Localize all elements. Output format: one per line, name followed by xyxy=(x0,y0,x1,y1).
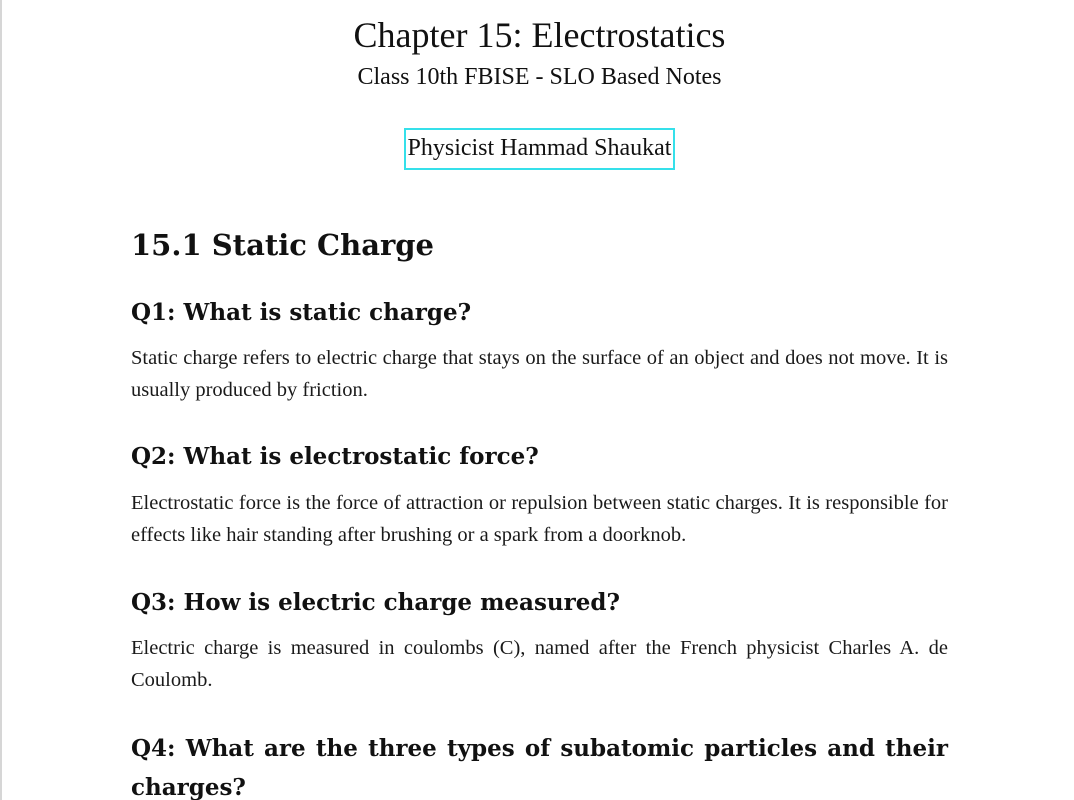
document-title: Chapter 15: Electrostatics xyxy=(353,15,726,55)
author-box: Physicist Hammad Shaukat xyxy=(404,128,676,170)
page-edge-divider xyxy=(0,0,2,800)
question-answer: Electric charge is measured in coulombs (C), named after the French physicist Charles A. de Coulomb. xyxy=(131,637,948,691)
author-block xyxy=(131,128,948,170)
question-heading: Q2: What is electrostatic force? xyxy=(131,443,539,470)
document-subtitle: Class 10th FBISE - SLO Based Notes xyxy=(357,64,722,90)
question-answer: Static charge refers to electric charge that stays on the surface of an object and does not move. It is usually produced by friction. xyxy=(131,347,948,401)
question-heading: Q1: What is static charge? xyxy=(131,299,472,326)
question-answer: Electrostatic force is the force of attraction or repulsion between static charges. It is responsible for effects like hair standing after brushing or a spark from a doorknob. xyxy=(131,492,948,546)
question-heading: Q3: How is electric charge measured? xyxy=(131,589,620,616)
question-heading: Q4: What are the three types of subatomic particles and their charges? xyxy=(131,735,948,800)
section-heading: 15.1 Static Charge xyxy=(131,228,434,262)
